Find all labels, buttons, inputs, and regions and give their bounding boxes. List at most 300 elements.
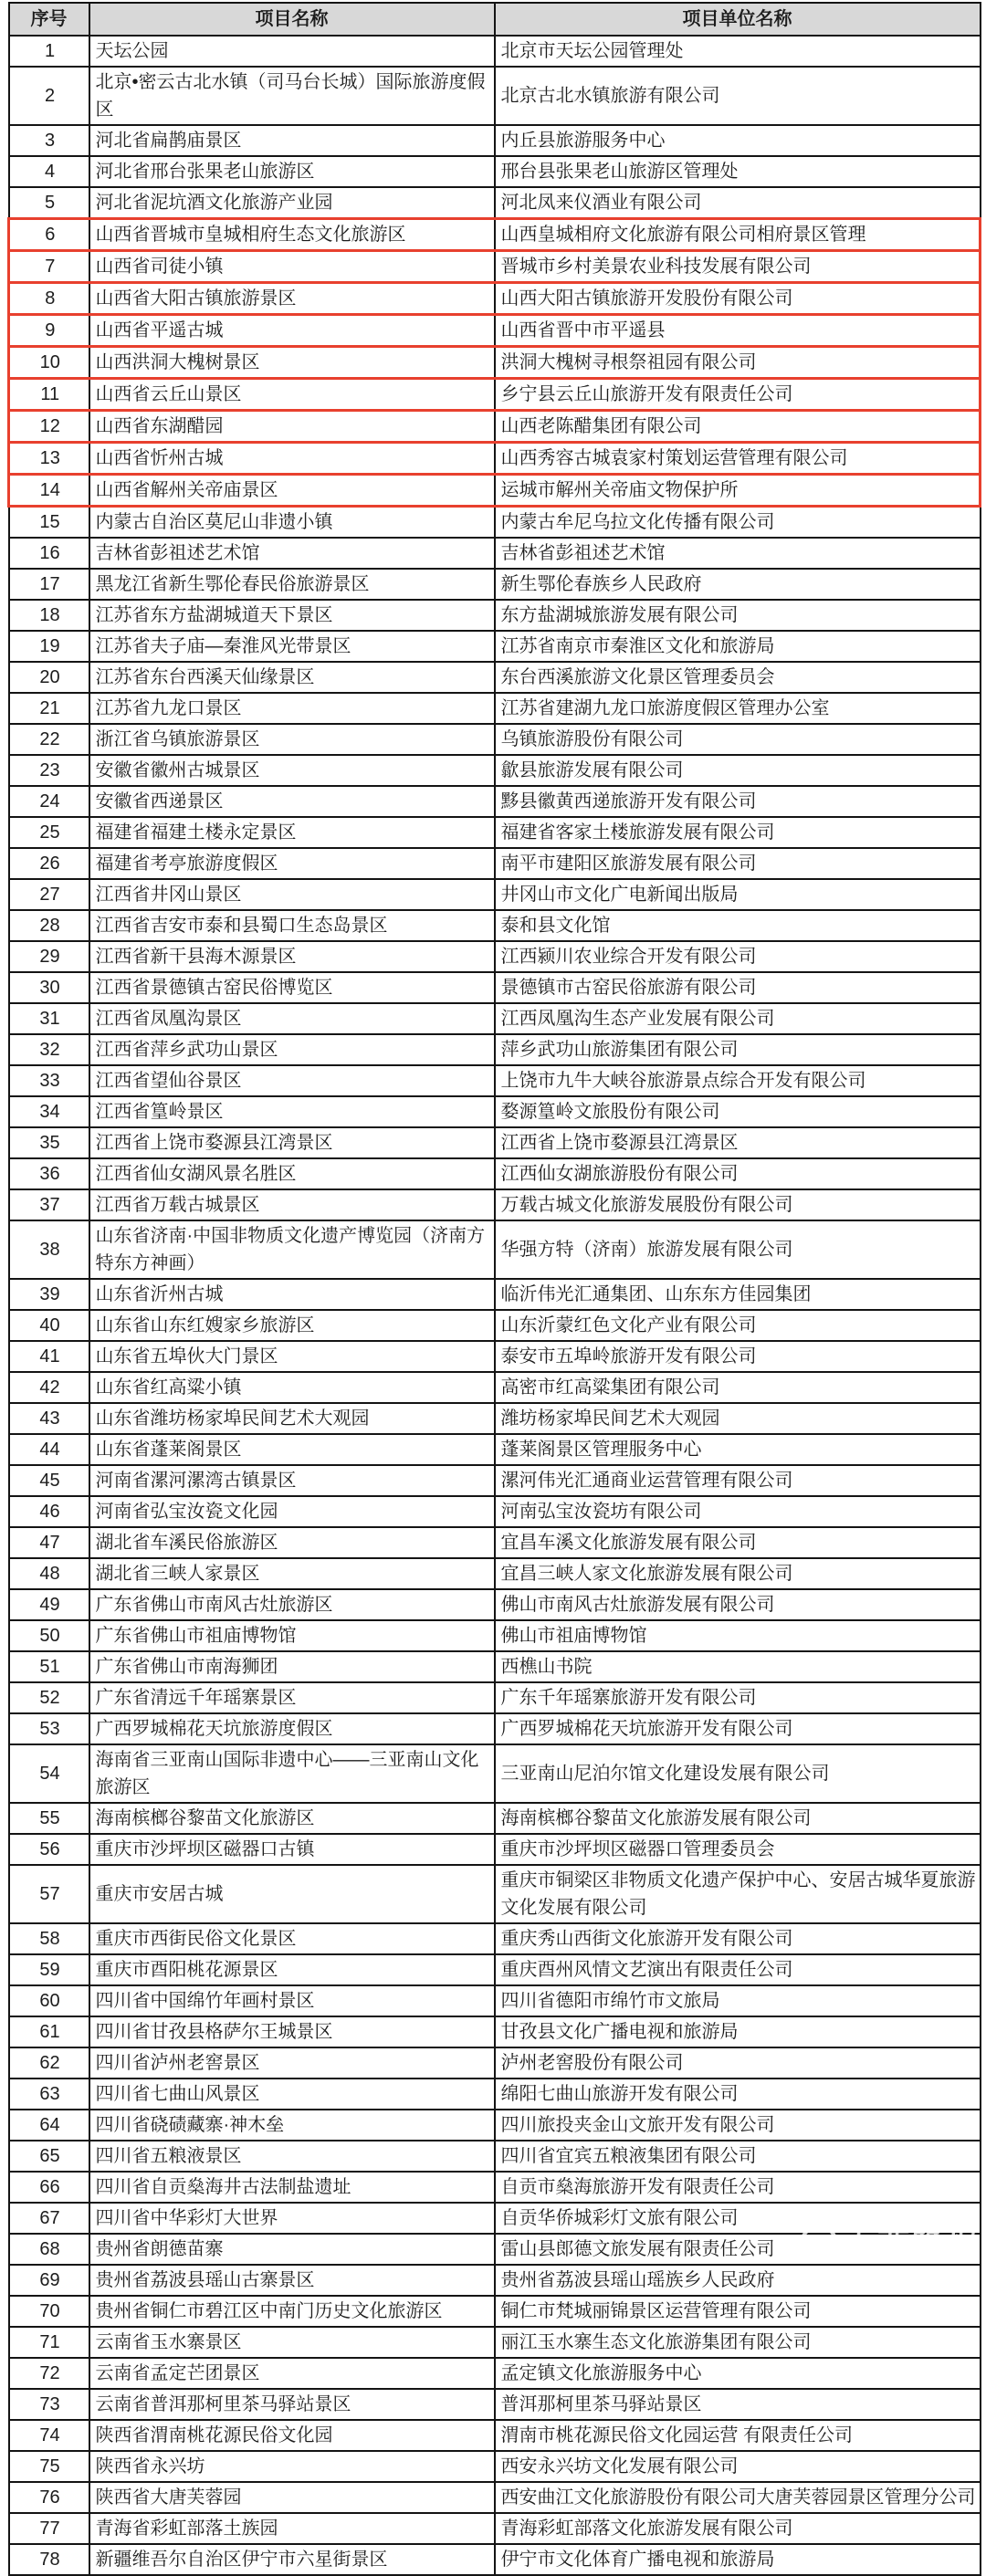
unit-name: 西安永兴坊文化发展有限公司: [495, 2451, 981, 2482]
unit-name: 华强方特（济南）旅游发展有限公司: [495, 1220, 981, 1279]
unit-name: 三亚南山尼泊尔馆文化建设发展有限公司: [495, 1744, 981, 1803]
unit-name: 佛山市祖庙博物馆: [495, 1620, 981, 1651]
project-name: 山西省东湖醋园: [89, 411, 495, 443]
table-row: [9, 1065, 981, 1096]
unit-name: 乡宁县云丘山旅游开发有限责任公司: [495, 379, 981, 411]
row-number: 57: [9, 1865, 89, 1923]
table-row: [9, 2296, 981, 2327]
project-name: 山东省蓬莱阁景区: [89, 1434, 495, 1465]
row-number: 2: [9, 67, 89, 125]
unit-name: 蓬莱阁景区管理服务中心: [495, 1434, 981, 1465]
row-number: 10: [9, 347, 89, 379]
table-row: [9, 662, 981, 693]
unit-name: 山东沂蒙红色文化产业有限公司: [495, 1310, 981, 1341]
table-row: [9, 1713, 981, 1744]
row-number: 20: [9, 662, 89, 693]
project-name: 广东省佛山市南海狮团: [89, 1651, 495, 1682]
unit-name: 绵阳七曲山旅游开发有限公司: [495, 2079, 981, 2110]
table-row: [9, 67, 981, 125]
row-number: 67: [9, 2203, 89, 2234]
table-row: [9, 2203, 981, 2234]
table-row: [9, 2172, 981, 2203]
table-row: [9, 1034, 981, 1065]
unit-name: 海南槟榔谷黎苗文化旅游发展有限公司: [495, 1803, 981, 1834]
unit-name: 山西秀容古城袁家村策划运营管理有限公司: [495, 443, 981, 475]
row-number: 7: [9, 251, 89, 283]
row-number: 63: [9, 2079, 89, 2110]
unit-name: 山西老陈醋集团有限公司: [495, 411, 981, 443]
unit-name: 高密市红高粱集团有限公司: [495, 1372, 981, 1403]
table-row: [9, 1279, 981, 1310]
project-name: 山西省忻州古城: [89, 443, 495, 475]
row-number: 73: [9, 2389, 89, 2420]
project-name: 青海省彩虹部落土族园: [89, 2513, 495, 2544]
row-number: 44: [9, 1434, 89, 1465]
table-row: [9, 36, 981, 67]
table-row: [9, 1985, 981, 2016]
unit-name: 乌镇旅游股份有限公司: [495, 724, 981, 755]
row-number: 14: [9, 475, 89, 507]
project-table: [7, 2, 981, 2576]
row-number: 34: [9, 1096, 89, 1127]
table-row: [9, 251, 981, 283]
table-row: [9, 1158, 981, 1189]
table-row: [9, 1620, 981, 1651]
table-row: [9, 538, 981, 569]
row-number: 25: [9, 817, 89, 848]
project-name: 重庆市西街民俗文化景区: [89, 1923, 495, 1954]
project-name: 江苏省东台西溪天仙缘景区: [89, 662, 495, 693]
row-number: 32: [9, 1034, 89, 1065]
row-number: 35: [9, 1127, 89, 1158]
row-number: 38: [9, 1220, 89, 1279]
table-row: [9, 972, 981, 1003]
table-row: [9, 1682, 981, 1713]
project-name: 安徽省徽州古城景区: [89, 755, 495, 786]
project-name: 山东省济南·中国非物质文化遗产博览园（济南方特东方神画）: [89, 1220, 495, 1279]
table-row: [9, 2265, 981, 2296]
table-row: [9, 1434, 981, 1465]
table-body: [9, 36, 981, 2575]
row-number: 71: [9, 2327, 89, 2358]
table-row: [9, 600, 981, 631]
unit-name: 西樵山书院: [495, 1651, 981, 1682]
project-name: 重庆市沙坪坝区磁器口古镇: [89, 1834, 495, 1865]
row-number: 27: [9, 879, 89, 910]
project-name: 陕西省永兴坊: [89, 2451, 495, 2482]
table-header-row: [9, 3, 981, 36]
unit-name: 广东千年瑶寨旅游开发有限公司: [495, 1682, 981, 1713]
row-number: 48: [9, 1558, 89, 1589]
unit-name: 广西罗城棉花天坑旅游开发有限公司: [495, 1713, 981, 1744]
unit-name: 泰安市五埠岭旅游开发有限公司: [495, 1341, 981, 1372]
table-row: [9, 786, 981, 817]
table-row: [9, 315, 981, 347]
watermark-text: 山西晚报: [840, 2226, 982, 2264]
row-number: 50: [9, 1620, 89, 1651]
project-name: 山西省平遥古城: [89, 315, 495, 347]
table-row: [9, 1651, 981, 1682]
unit-name: 江西凤凰沟生态产业发展有限公司: [495, 1003, 981, 1034]
row-number: 36: [9, 1158, 89, 1189]
project-name: 贵州省朗德苗寨: [89, 2234, 495, 2265]
unit-name: 潍坊杨家埠民间艺术大观园: [495, 1403, 981, 1434]
unit-name: 宜昌三峡人家文化旅游发展有限公司: [495, 1558, 981, 1589]
project-name: 云南省玉水寨景区: [89, 2327, 495, 2358]
project-name: 江西省万载古城景区: [89, 1189, 495, 1220]
row-number: 15: [9, 507, 89, 539]
unit-name: 自贡市燊海旅游开发有限责任公司: [495, 2172, 981, 2203]
project-name: 福建省福建土楼永定景区: [89, 817, 495, 848]
table-row: [9, 1310, 981, 1341]
table-row: [9, 1744, 981, 1803]
header-project-name: 项目名称: [89, 3, 495, 36]
project-name: 海南省三亚南山国际非遗中心——三亚南山文化旅游区: [89, 1744, 495, 1803]
unit-name: 山西省晋中市平遥县: [495, 315, 981, 347]
row-number: 16: [9, 538, 89, 569]
project-name: 四川省五粮液景区: [89, 2141, 495, 2172]
row-number: 49: [9, 1589, 89, 1620]
unit-name: 重庆酉州风情文艺演出有限责任公司: [495, 1954, 981, 1985]
unit-name: 重庆市沙坪坝区磁器口管理委员会: [495, 1834, 981, 1865]
table-row: [9, 1372, 981, 1403]
row-number: 53: [9, 1713, 89, 1744]
project-name: 广西罗城棉花天坑旅游度假区: [89, 1713, 495, 1744]
unit-name: 佛山市南风古灶旅游发展有限公司: [495, 1589, 981, 1620]
unit-name: 西安曲江文化旅游股份有限公司大唐芙蓉园景区管理分公司: [495, 2482, 981, 2513]
table-row: [9, 817, 981, 848]
table-row: [9, 187, 981, 219]
project-name: 河北省扁鹊庙景区: [89, 125, 495, 156]
table-row: [9, 1341, 981, 1372]
project-name: 河北省邢台张果老山旅游区: [89, 156, 495, 187]
unit-name: 江苏省南京市秦淮区文化和旅游局: [495, 631, 981, 662]
unit-name: 宜昌车溪文化旅游发展有限公司: [495, 1527, 981, 1558]
row-number: 24: [9, 786, 89, 817]
header-unit-name: 项目单位名称: [495, 3, 981, 36]
project-name: 江苏省夫子庙—秦淮风光带景区: [89, 631, 495, 662]
project-name: 贵州省铜仁市碧江区中南门历史文化旅游区: [89, 2296, 495, 2327]
project-name: 江西省上饶市婺源县江湾景区: [89, 1127, 495, 1158]
table-row: [9, 2358, 981, 2389]
unit-name: 晋城市乡村美景农业科技发展有限公司: [495, 251, 981, 283]
unit-name: 福建省客家土楼旅游发展有限公司: [495, 817, 981, 848]
project-name: 江西省仙女湖风景名胜区: [89, 1158, 495, 1189]
project-name: 山东省红高粱小镇: [89, 1372, 495, 1403]
project-name: 四川省甘孜县格萨尔王城景区: [89, 2016, 495, 2047]
unit-name: 铜仁市梵城丽锦景区运营管理有限公司: [495, 2296, 981, 2327]
table-row: [9, 2389, 981, 2420]
table-row: [9, 631, 981, 662]
unit-name: 山西皇城相府文化旅游有限公司相府景区管理: [495, 219, 981, 251]
row-number: 42: [9, 1372, 89, 1403]
unit-name: 丽江玉水寨生态文化旅游集团有限公司: [495, 2327, 981, 2358]
unit-name: 运城市解州关帝庙文物保护所: [495, 475, 981, 507]
unit-name: 甘孜县文化广播电视和旅游局: [495, 2016, 981, 2047]
row-number: 11: [9, 379, 89, 411]
project-name: 贵州省荔波县瑶山古寨景区: [89, 2265, 495, 2296]
project-name: 陕西省大唐芙蓉园: [89, 2482, 495, 2513]
table-row: [9, 848, 981, 879]
project-name: 云南省普洱那柯里茶马驿站景区: [89, 2389, 495, 2420]
row-number: 78: [9, 2544, 89, 2575]
project-name: 河南省漯河漯湾古镇景区: [89, 1465, 495, 1496]
table-row: [9, 443, 981, 475]
unit-name: 井冈山市文化广电新闻出版局: [495, 879, 981, 910]
row-number: 1: [9, 36, 89, 67]
unit-name: 内蒙古牟尼乌拉文化传播有限公司: [495, 507, 981, 539]
project-name: 山西省解州关帝庙景区: [89, 475, 495, 507]
table-row: [9, 1189, 981, 1220]
unit-name: 渭南市桃花源民俗文化园运营 有限责任公司: [495, 2420, 981, 2451]
unit-name: 邢台县张果老山旅游区管理处: [495, 156, 981, 187]
project-name: 江西省凤凰沟景区: [89, 1003, 495, 1034]
row-number: 28: [9, 910, 89, 941]
row-number: 68: [9, 2234, 89, 2265]
table-row: [9, 1220, 981, 1279]
table-row: [9, 1003, 981, 1034]
row-number: 66: [9, 2172, 89, 2203]
table-row: [9, 724, 981, 755]
project-name: 云南省孟定芒团景区: [89, 2358, 495, 2389]
row-number: 29: [9, 941, 89, 972]
row-number: 40: [9, 1310, 89, 1341]
project-name: 江西省萍乡武功山景区: [89, 1034, 495, 1065]
table-row: [9, 2482, 981, 2513]
unit-name: 四川省德阳市绵竹市文旅局: [495, 1985, 981, 2016]
row-number: 23: [9, 755, 89, 786]
table-row: [9, 2327, 981, 2358]
table-row: [9, 2513, 981, 2544]
row-number: 54: [9, 1744, 89, 1803]
project-name: 四川省中华彩灯大世界: [89, 2203, 495, 2234]
project-name: 江西省景德镇古窑民俗博览区: [89, 972, 495, 1003]
row-number: 65: [9, 2141, 89, 2172]
project-name: 海南槟榔谷黎苗文化旅游区: [89, 1803, 495, 1834]
table-row: [9, 1865, 981, 1923]
project-name: 江西省吉安市泰和县蜀口生态岛景区: [89, 910, 495, 941]
row-number: 17: [9, 569, 89, 600]
table-row: [9, 569, 981, 600]
project-name: 河北省泥坑酒文化旅游产业园: [89, 187, 495, 219]
unit-name: 上饶市九牛大峡谷旅游景点综合开发有限公司: [495, 1065, 981, 1096]
project-name: 广东省清远千年瑶寨景区: [89, 1682, 495, 1713]
table-row: [9, 1558, 981, 1589]
project-name: 江西省井冈山景区: [89, 879, 495, 910]
table-row: [9, 347, 981, 379]
table-row: [9, 1527, 981, 1558]
unit-name: 河南弘宝汝瓷坊有限公司: [495, 1496, 981, 1527]
project-name: 江苏省九龙口景区: [89, 693, 495, 724]
project-name: 内蒙古自治区莫尼山非遗小镇: [89, 507, 495, 539]
row-number: 37: [9, 1189, 89, 1220]
row-number: 47: [9, 1527, 89, 1558]
table-row: [9, 411, 981, 443]
row-number: 61: [9, 2016, 89, 2047]
unit-name: 北京市天坛公园管理处: [495, 36, 981, 67]
unit-name: 山西大阳古镇旅游开发股份有限公司: [495, 283, 981, 315]
unit-name: 自贡华侨城彩灯文旅有限公司: [495, 2203, 981, 2234]
table-row: [9, 1923, 981, 1954]
project-name: 江西省望仙谷景区: [89, 1065, 495, 1096]
unit-name: 东台西溪旅游文化景区管理委员会: [495, 662, 981, 693]
row-number: 41: [9, 1341, 89, 1372]
unit-name: 北京古北水镇旅游有限公司: [495, 67, 981, 125]
row-number: 75: [9, 2451, 89, 2482]
unit-name: 江西省上饶市婺源县江湾景区: [495, 1127, 981, 1158]
table-row: [9, 2079, 981, 2110]
unit-name: 孟定镇文化旅游服务中心: [495, 2358, 981, 2389]
row-number: 26: [9, 848, 89, 879]
row-number: 51: [9, 1651, 89, 1682]
row-number: 19: [9, 631, 89, 662]
unit-name: 雷山县郎德文旅发展有限责任公司: [495, 2234, 981, 2265]
row-number: 9: [9, 315, 89, 347]
unit-name: 四川省宜宾五粮液集团有限公司: [495, 2141, 981, 2172]
row-number: 33: [9, 1065, 89, 1096]
table-row: [9, 2016, 981, 2047]
project-name: 江苏省东方盐湖城道天下景区: [89, 600, 495, 631]
unit-name: 临沂伟光汇通集团、山东东方佳园集团: [495, 1279, 981, 1310]
project-name: 陕西省渭南桃花源民俗文化园: [89, 2420, 495, 2451]
row-number: 31: [9, 1003, 89, 1034]
project-name: 四川省七曲山风景区: [89, 2079, 495, 2110]
unit-name: 四川旅投夹金山文旅开发有限公司: [495, 2110, 981, 2141]
table-row: [9, 2047, 981, 2079]
unit-name: 泸州老窖股份有限公司: [495, 2047, 981, 2079]
table-row: [9, 1589, 981, 1620]
table-row: [9, 507, 981, 539]
unit-name: 漯河伟光汇通商业运营管理有限公司: [495, 1465, 981, 1496]
unit-name: 江西颍川农业综合开发有限公司: [495, 941, 981, 972]
project-name: 湖北省车溪民俗旅游区: [89, 1527, 495, 1558]
table-row: [9, 941, 981, 972]
unit-name: 黟县徽黄西递旅游开发有限公司: [495, 786, 981, 817]
row-number: 45: [9, 1465, 89, 1496]
row-number: 72: [9, 2358, 89, 2389]
project-name: 四川省自贡燊海井古法制盐遗址: [89, 2172, 495, 2203]
unit-name: 重庆市铜梁区非物质文化遗产保护中心、安居古城华夏旅游文化发展有限公司: [495, 1865, 981, 1923]
unit-name: 万载古城文化旅游发展股份有限公司: [495, 1189, 981, 1220]
project-name: 江西省新干县海木源景区: [89, 941, 495, 972]
unit-name: 泰和县文化馆: [495, 910, 981, 941]
project-name: 湖北省三峡人家景区: [89, 1558, 495, 1589]
row-number: 62: [9, 2047, 89, 2079]
unit-name: 江西仙女湖旅游股份有限公司: [495, 1158, 981, 1189]
table-row: [9, 1096, 981, 1127]
row-number: 43: [9, 1403, 89, 1434]
row-number: 55: [9, 1803, 89, 1834]
row-number: 70: [9, 2296, 89, 2327]
project-name: 山西洪洞大槐树景区: [89, 347, 495, 379]
project-name: 山东省山东红嫂家乡旅游区: [89, 1310, 495, 1341]
table-row: [9, 2451, 981, 2482]
table-row: [9, 755, 981, 786]
row-number: 59: [9, 1954, 89, 1985]
unit-name: 南平市建阳区旅游发展有限公司: [495, 848, 981, 879]
row-number: 77: [9, 2513, 89, 2544]
project-name: 吉林省彭祖述艺术馆: [89, 538, 495, 569]
row-number: 58: [9, 1923, 89, 1954]
table-row: [9, 1127, 981, 1158]
unit-name: 贵州省荔波县瑶山瑶族乡人民政府: [495, 2265, 981, 2296]
project-name: 四川省中国绵竹年画村景区: [89, 1985, 495, 2016]
table-row: [9, 1496, 981, 1527]
row-number: 76: [9, 2482, 89, 2513]
unit-name: 内丘县旅游服务中心: [495, 125, 981, 156]
table-row: [9, 219, 981, 251]
table-row: [9, 693, 981, 724]
table-row: [9, 379, 981, 411]
project-name: 浙江省乌镇旅游景区: [89, 724, 495, 755]
project-name: 山西省云丘山景区: [89, 379, 495, 411]
row-number: 56: [9, 1834, 89, 1865]
unit-name: 河北凤来仪酒业有限公司: [495, 187, 981, 219]
unit-name: 江苏省建湖九龙口旅游度假区管理办公室: [495, 693, 981, 724]
table-row: [9, 475, 981, 507]
unit-name: 伊宁市文化体育广播电视和旅游局: [495, 2544, 981, 2575]
row-number: 8: [9, 283, 89, 315]
table-row: [9, 2544, 981, 2575]
row-number: 64: [9, 2110, 89, 2141]
project-name: 福建省考亭旅游度假区: [89, 848, 495, 879]
table-row: [9, 125, 981, 156]
project-name: 山西省晋城市皇城相府生态文化旅游区: [89, 219, 495, 251]
project-name: 四川省硗碛藏寨·神木垒: [89, 2110, 495, 2141]
table-row: [9, 2110, 981, 2141]
unit-name: 东方盐湖城旅游发展有限公司: [495, 600, 981, 631]
row-number: 5: [9, 187, 89, 219]
unit-name: 新生鄂伦春族乡人民政府: [495, 569, 981, 600]
project-name: 山西省大阳古镇旅游景区: [89, 283, 495, 315]
project-name: 四川省泸州老窖景区: [89, 2047, 495, 2079]
row-number: 74: [9, 2420, 89, 2451]
row-number: 39: [9, 1279, 89, 1310]
table-row: [9, 1803, 981, 1834]
table-row: [9, 2141, 981, 2172]
project-name: 山东省潍坊杨家埠民间艺术大观园: [89, 1403, 495, 1434]
project-name: 新疆维吾尔自治区伊宁市六星街景区: [89, 2544, 495, 2575]
project-name: 重庆市安居古城: [89, 1865, 495, 1923]
unit-name: 婺源篁岭文旅股份有限公司: [495, 1096, 981, 1127]
row-number: 12: [9, 411, 89, 443]
unit-name: 重庆秀山西街文化旅游开发有限公司: [495, 1923, 981, 1954]
project-name: 河南省弘宝汝瓷文化园: [89, 1496, 495, 1527]
table-row: [9, 1465, 981, 1496]
table-row: [9, 1403, 981, 1434]
unit-name: 吉林省彭祖述艺术馆: [495, 538, 981, 569]
project-name: 重庆市酉阳桃花源景区: [89, 1954, 495, 1985]
table-row: [9, 283, 981, 315]
row-number: 60: [9, 1985, 89, 2016]
project-name: 山东省沂州古城: [89, 1279, 495, 1310]
row-number: 22: [9, 724, 89, 755]
row-number: 69: [9, 2265, 89, 2296]
row-number: 52: [9, 1682, 89, 1713]
row-number: 18: [9, 600, 89, 631]
row-number: 46: [9, 1496, 89, 1527]
table-row: [9, 1834, 981, 1865]
project-name: 天坛公园: [89, 36, 495, 67]
table-row: [9, 910, 981, 941]
project-name: 安徽省西递景区: [89, 786, 495, 817]
project-name: 北京•密云古北水镇（司马台长城）国际旅游度假区: [89, 67, 495, 125]
unit-name: 洪洞大槐树寻根祭祖园有限公司: [495, 347, 981, 379]
project-name: 黑龙江省新生鄂伦春民俗旅游景区: [89, 569, 495, 600]
unit-name: 景德镇市古窑民俗旅游有限公司: [495, 972, 981, 1003]
table-row: [9, 2234, 981, 2265]
table-row: [9, 2420, 981, 2451]
